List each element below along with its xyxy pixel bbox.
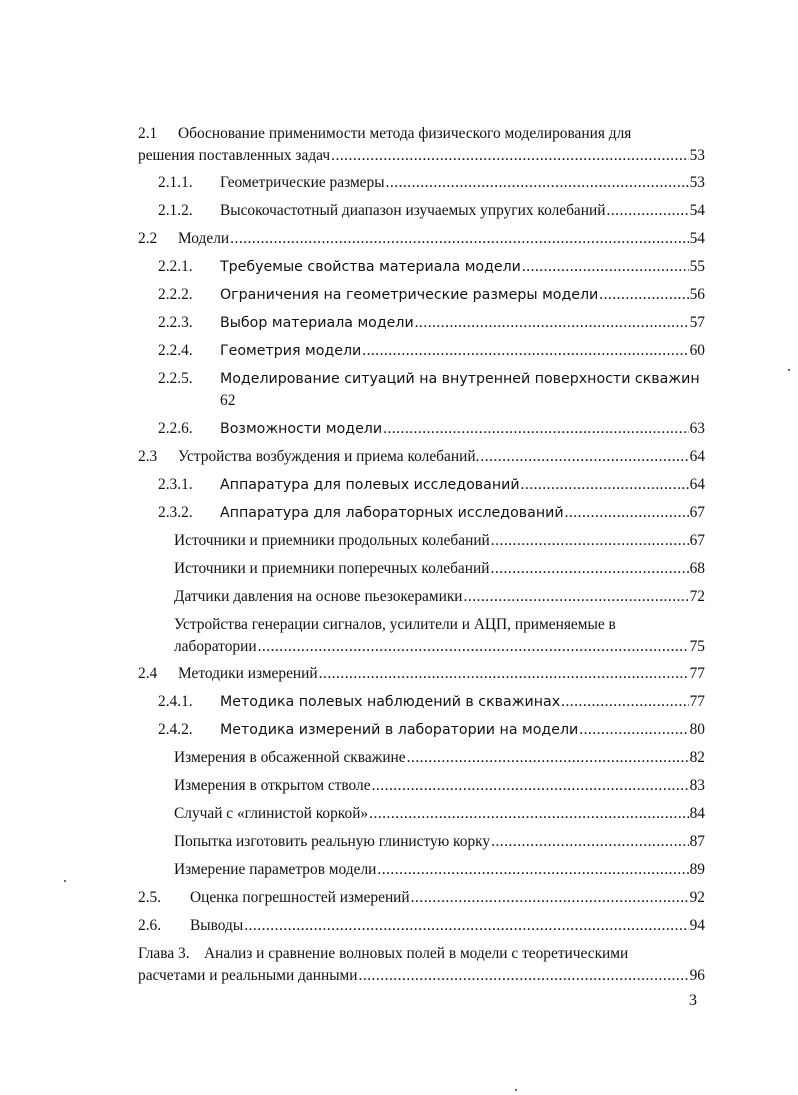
toc-leader-dots [491, 831, 689, 853]
toc-page-number: 60 [689, 342, 705, 359]
toc-leader-dots [230, 228, 688, 250]
toc-page-number: 62 [220, 392, 236, 409]
toc-page-number: 67 [689, 532, 705, 549]
toc-title: Устройства возбуждения и приема колебаний. [178, 448, 480, 465]
toc-number: 2.2.1. [158, 258, 193, 275]
toc-page-number: 82 [689, 749, 705, 766]
toc-number: 2.1.1. [158, 174, 193, 191]
toc-number: 2.5. [138, 889, 162, 906]
toc-title-continuation: лаборатории [174, 638, 257, 655]
toc-title: Источники и приемники поперечных колебаний [174, 560, 490, 577]
toc-title: Аппаратура для полевых исследований [220, 477, 520, 493]
toc-title: Выбор материала модели [220, 315, 414, 331]
toc-entry-2-2-3[interactable] [138, 312, 705, 334]
toc-title: Возможности модели [220, 421, 383, 437]
toc-number: 2.2.4. [158, 342, 193, 359]
toc-entry-2-1[interactable] [138, 123, 705, 167]
toc-page-number: 89 [689, 861, 705, 878]
toc-number: 2.1.2. [158, 202, 193, 219]
toc-title: Модели [178, 230, 230, 247]
toc-title: Геометрические размеры [220, 174, 385, 191]
toc-leader-dots [369, 803, 688, 825]
toc-leader-dots [383, 418, 689, 440]
toc-number: 2.2 [138, 230, 158, 247]
toc-title: Измерения в открытом стволе [174, 777, 371, 794]
toc-leader-dots [415, 312, 689, 334]
toc-title: Методики измерений [178, 665, 318, 682]
toc-title: Попытка изготовить реальную глинистую корку [174, 833, 491, 850]
toc-page-number: 64 [689, 448, 705, 465]
toc-entry-2-3-2[interactable] [138, 502, 705, 524]
toc-page-number: 56 [689, 286, 705, 303]
toc-number: 2.2.6. [158, 420, 193, 437]
toc-entry-2-5[interactable] [138, 887, 705, 909]
toc-entry-cased-well[interactable] [138, 747, 705, 769]
toc-number: 2.1 [138, 125, 158, 142]
toc-leader-dots [606, 200, 688, 222]
toc-leader-dots [561, 691, 689, 713]
table-of-contents [138, 123, 705, 987]
toc-number: 2.3.1. [158, 476, 193, 493]
toc-title: Устройства генерации сигналов, усилители и АЦП, применяемые в [174, 616, 616, 633]
toc-title: Измерения в обсаженной скважине [174, 749, 406, 766]
toc-leader-dots [464, 586, 689, 608]
toc-entry-2-4[interactable] [138, 663, 705, 685]
toc-entry-signal-devices[interactable] [138, 614, 705, 658]
toc-number: 2.3.2. [158, 504, 193, 521]
toc-title: Моделирование ситуаций на внутренней поверхности скважин [220, 371, 700, 387]
toc-title: Высокочастотный диапазон изучаемых упругих колебаний [220, 202, 606, 219]
toc-number: 2.4 [138, 665, 158, 682]
toc-page-number: 96 [689, 967, 705, 984]
toc-leader-dots [258, 636, 689, 658]
toc-page-number: 53 [689, 174, 705, 191]
toc-leader-dots [522, 256, 689, 278]
toc-page-number: 72 [689, 588, 705, 605]
toc-page-number: 87 [689, 833, 705, 850]
toc-leader-dots [386, 172, 689, 194]
toc-page-number: 54 [689, 230, 705, 247]
toc-leader-dots [362, 340, 688, 362]
toc-title-continuation: решения поставленных задач [138, 147, 331, 164]
toc-entry-2-1-1[interactable] [138, 172, 705, 194]
toc-entry-2-2-4[interactable] [138, 340, 705, 362]
toc-entry-2-1-2[interactable] [138, 200, 705, 222]
toc-page-number: 94 [689, 917, 705, 934]
toc-entry-2-2-6[interactable] [138, 418, 705, 440]
toc-leader-dots [565, 502, 689, 524]
toc-entry-2-3-1[interactable] [138, 474, 705, 496]
toc-number: Глава 3. [138, 945, 190, 962]
toc-page-number: 77 [689, 693, 705, 710]
toc-page-number: 75 [689, 638, 705, 655]
toc-entry-2-2-2[interactable] [138, 284, 705, 306]
toc-leader-dots [411, 887, 689, 909]
toc-entry-transverse[interactable] [138, 558, 705, 580]
toc-entry-chapter-3[interactable] [138, 943, 705, 987]
toc-number: 2.6. [138, 917, 162, 934]
toc-entry-2-3[interactable] [138, 446, 705, 468]
toc-entry-pressure-sensors[interactable] [138, 586, 705, 608]
toc-page-number: 80 [689, 721, 705, 738]
toc-title: Геометрия модели [220, 343, 362, 359]
toc-title: Ограничения на геометрические размеры модели [220, 287, 599, 303]
toc-title: Датчики давления на основе пьезокерамики [174, 588, 463, 605]
toc-leader-dots [319, 663, 689, 685]
toc-title-continuation: расчетами и реальными данными [138, 967, 358, 984]
toc-leader-dots [359, 965, 689, 987]
scan-speck [515, 1089, 517, 1091]
toc-entry-mud-cake[interactable] [138, 803, 705, 825]
toc-number: 2.4.2. [158, 721, 193, 738]
toc-leader-dots [372, 775, 689, 797]
toc-title: Источники и приемники продольных колебаний [174, 532, 490, 549]
toc-leader-dots [579, 719, 688, 741]
toc-page-number: 67 [689, 504, 705, 521]
toc-page-number: 53 [689, 147, 705, 164]
toc-page-number: 54 [689, 202, 705, 219]
toc-entry-2-2-1[interactable] [138, 256, 705, 278]
toc-entry-longitudinal[interactable] [138, 530, 705, 552]
toc-page-number: 84 [689, 805, 705, 822]
toc-leader-dots [491, 530, 689, 552]
toc-entry-2-6[interactable] [138, 915, 705, 937]
toc-leader-dots [407, 747, 689, 769]
toc-leader-dots [480, 446, 688, 468]
toc-page-number: 57 [689, 314, 705, 331]
toc-title: Выводы [190, 917, 244, 934]
toc-title: Аппаратура для лабораторных исследований [220, 505, 564, 521]
toc-page-number: 63 [689, 420, 705, 437]
toc-page-number: 92 [689, 889, 705, 906]
toc-number: 2.2.3. [158, 314, 193, 331]
toc-title: Оценка погрешностей измерений [190, 889, 410, 906]
toc-title: Требуемые свойства материала модели [220, 259, 521, 275]
toc-entry-2-4-1[interactable] [138, 691, 705, 713]
toc-entry-2-4-2[interactable] [138, 719, 705, 741]
toc-title: Измерение параметров модели [174, 861, 377, 878]
scan-speck [788, 369, 790, 371]
toc-leader-dots [244, 915, 688, 937]
toc-title: Методика полевых наблюдений в скважинах [220, 694, 561, 710]
toc-entry-open-hole[interactable] [138, 775, 705, 797]
toc-page-number: 64 [689, 476, 705, 493]
toc-leader-dots [521, 474, 689, 496]
toc-leader-dots [331, 145, 688, 167]
toc-title: Обоснование применимости метода физического моделирования для [178, 125, 632, 142]
toc-leader-dots [377, 859, 688, 881]
toc-page-number: 68 [689, 560, 705, 577]
toc-page-number: 77 [689, 665, 705, 682]
toc-title: Случай с «глинистой коркой» [174, 805, 369, 822]
toc-page-number: 83 [689, 777, 705, 794]
page-number: 3 [689, 992, 697, 1009]
scan-speck [64, 880, 66, 882]
toc-entry-2-2[interactable] [138, 228, 705, 250]
toc-title: Анализ и сравнение волновых полей в модели с теоретическими [204, 945, 629, 962]
toc-title: Методика измерений в лаборатории на модели [220, 722, 579, 738]
toc-number: 2.2.5. [158, 370, 193, 387]
toc-number: 2.4.1. [158, 693, 193, 710]
toc-entry-2-2-5[interactable] [138, 368, 705, 412]
toc-page-number: 55 [689, 258, 705, 275]
toc-leader-dots [490, 558, 688, 580]
toc-leader-dots [599, 284, 688, 306]
toc-entry-real-mud-cake[interactable] [138, 831, 705, 853]
toc-entry-model-params[interactable] [138, 859, 705, 881]
toc-number: 2.3 [138, 448, 158, 465]
toc-number: 2.2.2. [158, 286, 193, 303]
